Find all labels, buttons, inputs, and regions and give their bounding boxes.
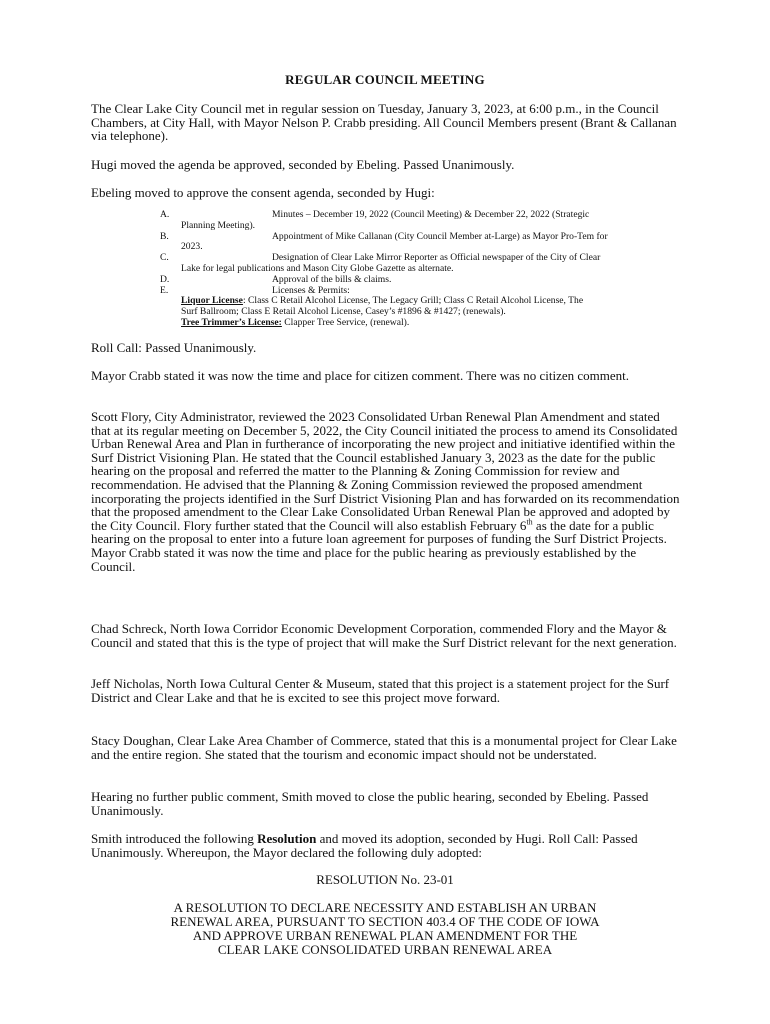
- liquor-license-cont: Surf Ballroom; Class E Retail Alcohol License, Casey’s #1896 & #1427; (renewals).: [181, 306, 506, 318]
- agenda-motion: Hugi moved the agenda be approved, seconded by Ebeling. Passed Unanimously.: [91, 157, 515, 172]
- item-text: Appointment of Mike Callanan (City Council Member at-Large) as Mayor Pro-Tem for: [272, 230, 608, 242]
- flory-superscript: th: [526, 517, 533, 527]
- resolution-number: RESOLUTION No. 23-01: [316, 872, 454, 887]
- liquor-license-text: : Class C Retail Alcohol License, The Legacy Grill; Class C Retail Alcohol License, The: [242, 295, 584, 307]
- consent-item-d: [160, 275, 680, 286]
- resolution-title: [0, 901, 770, 957]
- schreck-paragraph: Chad Schreck, North Iowa Corridor Economic Development Corporation, commended Flory and the Mayor & Council and stated that this is the type of project that will make the Surf District relevant for the next generation.: [91, 621, 677, 650]
- doughan-paragraph: Stacy Doughan, Clear Lake Area Chamber of Commerce, stated that this is a monumental project for Clear Lake and the entire region. She stated that the tourism and economic impact should not be understated.: [91, 733, 677, 762]
- resolution-title-line: A RESOLUTION TO DECLARE NECESSITY AND ESTABLISH AN URBAN: [173, 900, 597, 915]
- flory-text-1: Scott Flory, City Administrator, reviewed the 2023 Consolidated Urban Renewal Plan Amendment and stated that at its regular meeting on December 5, 2022, the City Council initiated the process to amend its Consolidated Urban Renewal Area and Plan in furtherance of incorporating the new project and initiative identified within the Surf District Visioning Plan. He stated that the Council established January 3, 2023 as the date for the public hearing on the proposal and referred the matter to the Planning & Zoning Commission for review and recommendation. He advised that the Planning & Zoning Commission reviewed the proposed amendment incorporating the projects identified in the Surf District Visioning Plan and has forwarded on its recommendation that the proposed amendment to the Clear Lake Consolidated Urban Renewal Plan be approved and adopted by the City Council. Flory further stated that the Council will also establish February 6: [91, 409, 680, 533]
- tree-trimmer-label: Tree Trimmer’s License:: [181, 316, 282, 328]
- item-text-cont: Lake for legal publications and Mason City Globe Gazette as alternate.: [181, 262, 454, 274]
- item-text-cont: Planning Meeting).: [181, 219, 256, 231]
- consent-item-a: [160, 210, 680, 232]
- item-letter: C.: [160, 252, 169, 264]
- tree-trimmer-text: Clapper Tree Service, (renewal).: [281, 316, 410, 328]
- page-title: REGULAR COUNCIL MEETING: [285, 72, 485, 87]
- consent-item-c: [160, 253, 680, 275]
- resolution-intro: [91, 832, 681, 859]
- resolution-title-line: AND APPROVE URBAN RENEWAL PLAN AMENDMENT FOR THE: [192, 928, 578, 943]
- resolution-intro-b: and moved its adoption, seconded by Hugi. Roll Call: Passed Unanimously. Whereupon, the Mayor declared the following duly adopted:: [91, 831, 638, 860]
- nicholas-paragraph: Jeff Nicholas, North Iowa Cultural Center & Museum, stated that this project is a statement project for the Surf District and Clear Lake and that he is excited to see this project move forward.: [91, 676, 670, 705]
- item-text-cont: 2023.: [181, 241, 203, 253]
- tree-trimmer-line: [181, 318, 680, 329]
- consent-item-b: [160, 232, 680, 254]
- resolution-title-line: CLEAR LAKE CONSOLIDATED URBAN RENEWAL AREA: [217, 942, 553, 957]
- liquor-license-label: Liquor License: [181, 295, 243, 307]
- item-letter: E.: [160, 284, 169, 296]
- resolution-title-line: RENEWAL AREA, PURSUANT TO SECTION 403.4 OF THE CODE OF IOWA: [170, 914, 600, 929]
- item-text: Licenses & Permits:: [272, 284, 350, 296]
- resolution-intro-a: Smith introduced the following: [91, 831, 258, 846]
- resolution-intro-bold: Resolution: [257, 831, 317, 846]
- flory-text-2: as the date for a public hearing on the proposal to enter into a future loan agreement for purposes of funding the Surf District Projects. Mayor Crabb stated it was now the time and place for the public hearing as previously established by the Council.: [91, 517, 667, 574]
- item-letter: A.: [160, 209, 170, 220]
- roll-call: Roll Call: Passed Unanimously.: [91, 340, 257, 355]
- item-letter: D.: [160, 273, 170, 285]
- close-hearing-paragraph: Hearing no further public comment, Smith moved to close the public hearing, seconded by Ebeling. Passed Unanimously.: [91, 789, 649, 818]
- flory-paragraph: [91, 410, 681, 573]
- consent-item-e: [160, 286, 680, 297]
- consent-agenda-list: [160, 210, 680, 329]
- item-text: Approval of the bills & claims.: [272, 273, 392, 285]
- item-text: Designation of Clear Lake Mirror Reporter as Official newspaper of the City of Clear: [272, 252, 601, 264]
- item-letter: B.: [160, 230, 169, 242]
- consent-intro: Ebeling moved to approve the consent agenda, seconded by Hugi:: [91, 185, 435, 200]
- intro-paragraph: The Clear Lake City Council met in regular session on Tuesday, January 3, 2023, at 6:00 p.m., in the Council Chambers, at City Hall, with Mayor Nelson P. Crabb presiding. All Council Members present (Brant & Callanan via telephone).: [91, 101, 677, 144]
- citizen-comment: Mayor Crabb stated it was now the time and place for citizen comment. There was no citizen comment.: [91, 368, 630, 383]
- item-text: Minutes – December 19, 2022 (Council Meeting) & December 22, 2022 (Strategic: [272, 209, 590, 220]
